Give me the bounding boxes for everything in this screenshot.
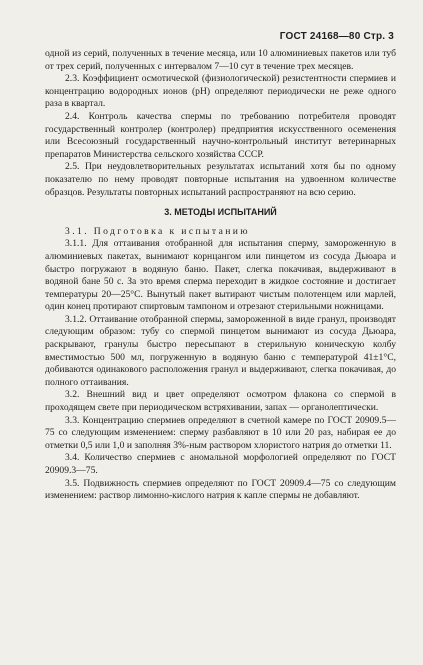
paragraph-2-4: 2.4. Контроль качества спермы по требованию потребителя проводят государственный контролер (контролер) предприятия искусственного осеменения или Всесоюзный государственный научно-контрольный институт ветеринарных препаратов Министерства сельского хозяйства СССР. bbox=[45, 110, 396, 160]
paragraph-2-3: 2.3. Коэффициент осмотической (физиологической) резистентности спермиев и концентрацию водородных ионов (pH) определяют периодически не реже одного раза в квартал. bbox=[45, 73, 396, 110]
section-gap bbox=[45, 199, 396, 206]
document-body bbox=[45, 48, 396, 503]
section-gap bbox=[45, 219, 396, 226]
paragraph-3-1-2: 3.1.2. Оттаивание отобранной спермы, замороженной в виде гранул, производят следующим образом: тубу со спермой пинцетом вынимают из сосуда Дьюара, раскрывают, гранулы быстро пересыпают в стерильную коническую колбу вместимостью 500 мл, погруженную в водяную баню с температурой 41±1°С, добиваются одинакового расположения гранул и выдерживают, слегка покачивая, до полного оттаивания. bbox=[45, 313, 396, 388]
subsection-title-preparation: 3.1. Подготовка к испытанию bbox=[65, 225, 250, 237]
paragraph-continuation: одной из серий, полученных в течение месяца, или 10 алюминиевых пакетов или туб от трех серий, полученных с интервалом 7—10 сут в течение трех месяцев. bbox=[45, 48, 396, 72]
paragraph-3-1-1: 3.1.1. Для оттаивания отобранной для испытания сперму, замороженную в алюминиевых пакетах, вынимают корнцангом или пинцетом из сосуда Дьюара и быстро погружают в водяную баню. Пакет, слегка покачивая, выдерживают в водяной бане 50 с. За это время сперма переходит в жидкое состояние и достигает температуры 20—25°С. Вынутый пакет вытирают чистым полотенцем или марлей, один конец протирают спиртовым тампоном и отрезают стерильными ножницами. bbox=[45, 238, 396, 313]
paragraph-2-5: 2.5. При неудовлетворительных результатах испытаний хотя бы по одному показателю по нему проводят повторные испытания на удвоенном количестве образцов. Результаты повторных испытаний распространяют на всю серию. bbox=[45, 161, 396, 198]
section-title-methods: 3. МЕТОДЫ ИСПЫТАНИЙ bbox=[164, 207, 277, 218]
standard-number: ГОСТ 24168—80 bbox=[279, 31, 361, 42]
paragraph-3-3: 3.3. Концентрацию спермиев определяют в счетной камере по ГОСТ 20909.5—75 со следующим изменением: сперму разбавляют в 10 или 20 раз, набирая ее до отметки 0,5 или 1,0 и заполняя 3%-ным раствором хлористого натрия до отметки 11. bbox=[45, 414, 396, 451]
paragraph-3-5: 3.5. Подвижность спермиев определяют по ГОСТ 20909.4—75 со следующим изменением: раствор лимонно-кислого натрия к капле спермы не добавляют. bbox=[45, 477, 396, 502]
page-header bbox=[280, 31, 394, 42]
page-number: Стр. 3 bbox=[363, 31, 394, 42]
paragraph-3-4: 3.4. Количество спермиев с аномальной морфологией определяют по ГОСТ 20909.3—75. bbox=[45, 452, 396, 476]
paragraph-3-2: 3.2. Внешний вид и цвет определяют осмотром флакона со спермой в проходящем свете при периодическом встряхивании, запах — органолептически. bbox=[45, 389, 396, 414]
